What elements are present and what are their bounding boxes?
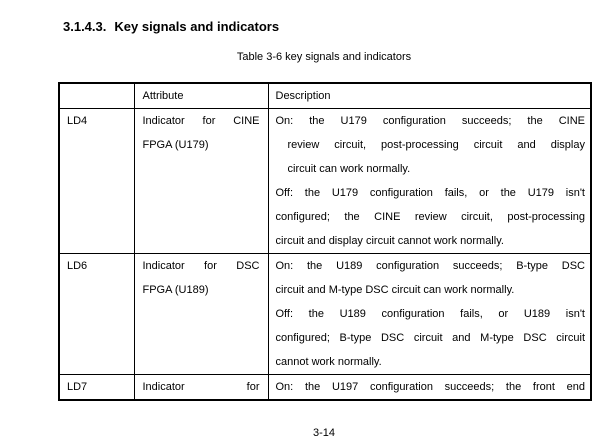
text-line: Off: the U189 configuration fails, or U189 isn't <box>275 308 585 320</box>
section-title: Key signals and indicators <box>114 19 280 34</box>
description-cell <box>268 109 591 254</box>
text-line: review circuit, post-processing circuit and display <box>287 139 585 151</box>
header-description-cell: Description <box>268 83 591 109</box>
key-signals-table <box>58 82 592 401</box>
text-line: cannot work normally. <box>275 356 382 368</box>
table-header-row <box>59 83 591 109</box>
table-caption: Table 3-6 key signals and indicators <box>236 51 412 63</box>
text-line: On: the U179 configuration succeeds; the CINE <box>275 115 585 127</box>
text-line: configured; B-type DSC circuit and M-type DSC circuit <box>275 332 585 344</box>
header-signal-cell <box>59 83 134 109</box>
text-line: Off: the U179 configuration fails, or the U179 isn't <box>275 187 585 199</box>
text-line: circuit and M-type DSC circuit can work normally. <box>275 284 515 296</box>
table-body <box>59 109 591 401</box>
section-heading <box>63 19 279 35</box>
signal-cell: LD7 <box>59 375 134 401</box>
text-line: FPGA (U189) <box>142 284 209 296</box>
text-line: On: the U189 configuration succeeds; B-type DSC <box>275 260 585 272</box>
description-cell <box>268 375 591 401</box>
page-number: 3-14 <box>312 427 336 439</box>
text-line: Indicator for DSC <box>142 260 260 272</box>
text-line: configured; the CINE review circuit, post-processing <box>275 211 585 223</box>
table-row <box>59 254 591 375</box>
header-attribute-cell: Attribute <box>134 83 268 109</box>
signal-cell: LD4 <box>59 109 134 254</box>
section-number: 3.1.4.3. <box>63 19 107 34</box>
attribute-cell <box>134 254 268 375</box>
text-line: circuit can work normally. <box>287 163 411 175</box>
text-line: Indicator for <box>142 381 260 393</box>
signal-cell: LD6 <box>59 254 134 375</box>
attribute-cell <box>134 109 268 254</box>
text-line: On: the U197 configuration succeeds; the front end <box>275 381 585 393</box>
attribute-cell <box>134 375 268 401</box>
text-line: Indicator for CINE <box>142 115 260 127</box>
text-line: circuit and display circuit cannot work normally. <box>275 235 504 247</box>
table-row <box>59 109 591 254</box>
table-row <box>59 375 591 401</box>
text-line: FPGA (U179) <box>142 139 209 151</box>
description-cell <box>268 254 591 375</box>
